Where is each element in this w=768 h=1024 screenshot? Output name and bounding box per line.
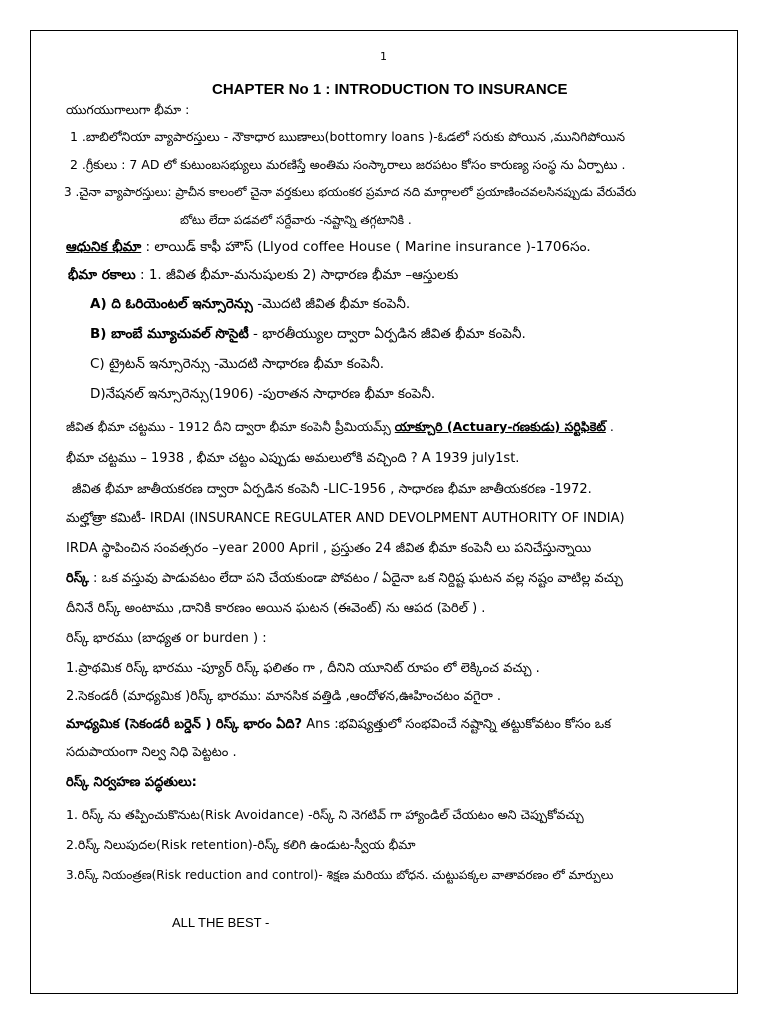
act-1912-end: . (605, 419, 614, 434)
insurance-act-1938: భీమా చట్టము – 1938 , భీమా చట్టం ఎప్పుడు అమలులోకి వచ్చింది ? A 1939 july1st. (66, 451, 520, 466)
risk-method-retention: 2.రిస్క్ నిలుపుదల(Risk retention)-రిస్క్ కలిగి ఉండుట-స్వీయ భీమా (66, 837, 416, 852)
ages-item-1: 1 .బాబిలోనియా వ్యాపారస్తులు - నౌకాధార ఋణాలు(bottomry loans )-ఓడలో సరుకు పోయిన ,మునిగిపోయిన (70, 129, 626, 144)
irda-line: IRDA స్థాపించిన సంవత్సరం –year 2000 April , ప్రస్తుతం 24 జీవిత భీమా కంపెనీ లు పనిచేస్తున్నాయి (66, 541, 592, 556)
company-name: D)నేషనల్ ఇన్సూరెన్సు(1906) (90, 386, 254, 402)
risk-method-avoidance: 1. రిస్క్ ను తప్పించుకొనుట(Risk Avoidance) -రిస్క్ ని నెగటివ్ గా హ్యాండిల్ చేయటం అని చెప్పుకోవచ్చు (66, 807, 584, 822)
actuary-certificate: యాక్చూరి (Actuary-గణకుడు) సర్టిఫికెట్ (394, 419, 606, 434)
company-name: B) బాంబే మ్యూచువల్ సొసైటీ (90, 326, 249, 342)
closing-note: ALL THE BEST - (172, 915, 270, 930)
company-desc: - భారతీయ్యుల ద్వారా ఏర్పడిన జీవిత భీమా కంపెనీ. (248, 326, 526, 342)
risk-definition-text: : ఒక వస్తువు పాడువటం లేదా పని చేయకుండా పోవటం / ఏదైనా ఒక నిర్దిష్ట ఘటన వల్ల నష్టం వాటిల్ల వచ్చు (88, 571, 623, 586)
company-desc: -మొదటి జీవిత భీమా కంపెనీ. (252, 296, 411, 312)
risk-definition-line-1 (66, 570, 623, 588)
insurance-types-text: : 1. జీవిత భీమా-మనుషులకు 2) సాధారణ భీమా –ఆస్తులకు (135, 267, 459, 283)
ages-item-3-cont: బోటు లేదా పడవలో సర్దేవారు -నష్టాన్ని తగ్గటానికి . (180, 213, 412, 227)
secondary-risk-burden: 2.సెకండరీ (మాధ్యమిక )రిస్క్ భారము: మానసిక వత్తిడి ,ఆందోళన,ఊహించటం వగైరా . (66, 689, 502, 704)
risk-definition-line-2: దీనినే రిస్క్ అంటాము ,దానికి కారణం అయిన ఘటన (ఈవెంట్) ను ఆపద (పెరిల్ ) . (66, 601, 486, 616)
company-name: C) ట్రైటన్ ఇన్సూరెన్సు (90, 356, 210, 372)
company-desc: -పురాతన సాధారణ భీమా కంపెనీ. (253, 386, 436, 402)
primary-risk-burden: 1.ప్రాథమిక రిస్క్ భారము -ప్యూర్ రిస్క్ ఫలితం గా , దీనిని యూనిట్ రూపం లో లెక్కించ వచ్చు . (66, 661, 540, 676)
act-1912-text: జీవిత భీమా చట్టము - 1912 దీని ద్వారా భీమా కంపెనీ ప్రీమియమ్స్ (66, 419, 395, 434)
nationalization-line: జీవిత భీమా జాతీయకరణ ద్వారా ఏర్పడిన కంపెనీ -LIC-1956 , సాధారణ భీమా జాతీయకరణ -1972. (72, 482, 592, 497)
company-item (90, 385, 435, 403)
insurance-types-label: భీమా రకాలు (68, 267, 136, 283)
company-name: A) ది ఓరియెంటల్ ఇన్సూరెన్సు (90, 296, 253, 312)
risk-method-reduction: 3.రిస్క్ నియంత్రణ(Risk reduction and control)- శిక్షణ మరియు బోధన. చుట్టుపక్కల వాతావరణం లో మార్పులు (66, 868, 614, 882)
malhotra-committee-line: మల్హోత్రా కమిటీ- IRDAI (INSURANCE REGULATER AND DEVOLPMENT AUTHORITY OF INDIA) (66, 511, 625, 526)
modern-insurance-line (66, 238, 591, 256)
risk-management-heading: రిస్క్ నిర్వహణ పద్ధతులు: (66, 775, 197, 790)
modern-insurance-text: : లాయిడ్ కాఫీ హౌస్ (Llyod coffee House ( Marine insurance )-1706సం. (141, 239, 591, 255)
page-number: 1 (380, 50, 387, 63)
modern-insurance-label: ఆధునిక భీమా (66, 239, 142, 255)
secondary-burden-question (66, 716, 611, 734)
company-desc: -మొదటి సాధారణ భీమా కంపెనీ. (209, 356, 385, 372)
answer-text: Ans :భవిష్యత్తులో సంభవించే నష్టాన్ని తట్టుకోవటం కోసం ఒక (302, 717, 612, 732)
ages-item-2: 2 .గ్రీకులు : 7 AD లో కుటుంబసభ్యులు మరణిస్తే అంతిమ సంస్కారాలు జరపటం కోసం కారుణ్య సంస్థ ను ఏర్పాటు . (70, 157, 626, 172)
section-ages-heading: యుగయుగాలుగా భీమా : (66, 102, 190, 117)
company-item (90, 295, 410, 313)
company-item (90, 355, 384, 373)
life-insurance-act-1912 (66, 418, 614, 436)
ages-item-3: 3 .చైనా వ్యాపారస్తులు: ప్రాచీన కాలంలో చైనా వర్తకులు భయంకర ప్రమాద నది మార్గాలలో ప్రయాణించవలసినప్పుడు వేరువేరు (64, 185, 637, 199)
insurance-types-line (68, 266, 458, 284)
answer-continuation: సదుపాయంగా నిల్వ నిధి పెట్టటం . (66, 745, 237, 760)
risk-burden-heading: రిస్క్ భారము (బాధ్యత or burden ) : (66, 631, 267, 646)
company-item (90, 325, 526, 343)
chapter-title: CHAPTER No 1 : INTRODUCTION TO INSURANCE (212, 81, 568, 98)
risk-label: రిస్క్ (66, 571, 89, 586)
question-text: మాధ్యమిక (సెకండరీ బర్డెన్ ) రిస్క్ భారం ఏది? (66, 717, 303, 732)
